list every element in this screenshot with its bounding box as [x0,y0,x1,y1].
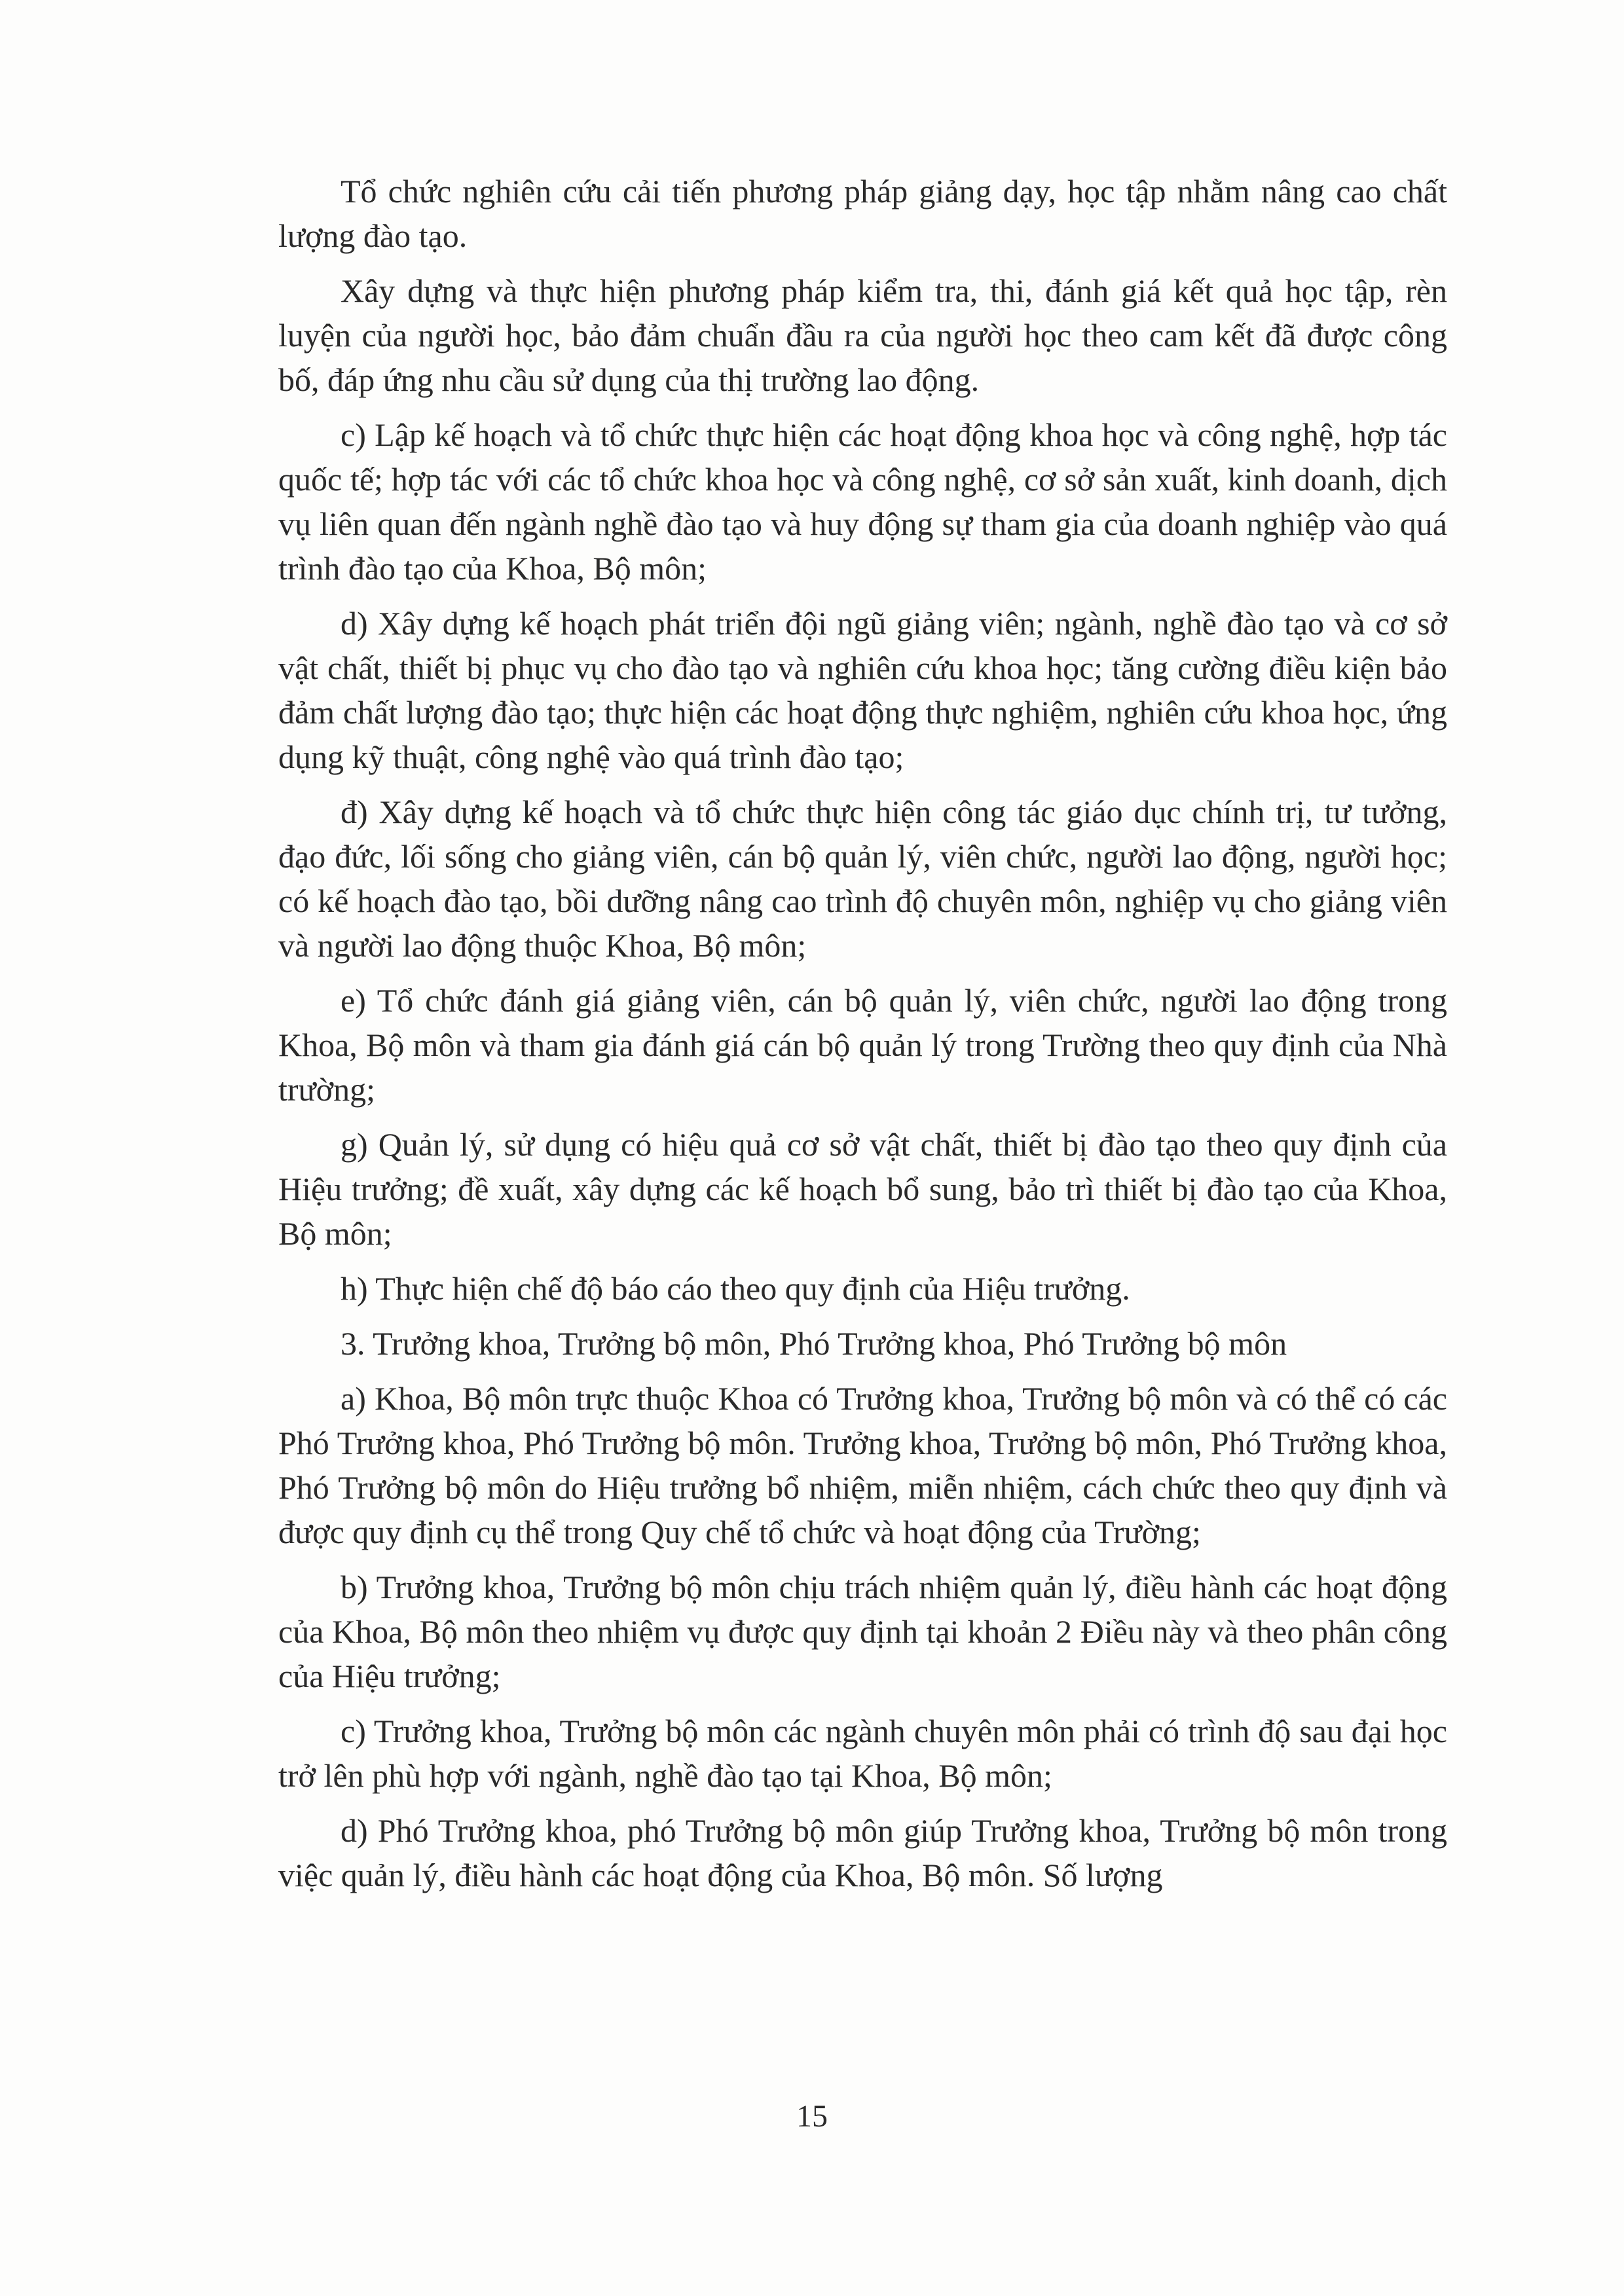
paragraph: e) Tổ chức đánh giá giảng viên, cán bộ quản lý, viên chức, người lao động trong Khoa, Bộ môn và tham gia đánh giá cán bộ quản lý trong Trường theo quy định của Nhà trường; [278,982,1447,1108]
paragraph: a) Khoa, Bộ môn trực thuộc Khoa có Trưởng khoa, Trưởng bộ môn và có thể có các Phó Trưởng khoa, Phó Trưởng bộ môn. Trưởng khoa, Trưởng bộ môn, Phó Trưởng khoa, Phó Trưởng bộ môn do Hiệu trưởng bổ nhiệm, miễn nhiệm, cách chức theo quy định và được quy định cụ thể trong Quy chế tổ chức và hoạt động của Trường; [278,1380,1447,1550]
paragraph: h) Thực hiện chế độ báo cáo theo quy định của Hiệu trưởng. [341,1270,1130,1307]
page-number: 15 [796,2099,828,2134]
body-text [278,169,1447,1908]
paragraph: b) Trưởng khoa, Trưởng bộ môn chịu trách nhiệm quản lý, điều hành các hoạt động của Khoa, Bộ môn theo nhiệm vụ được quy định tại khoản 2 Điều này và theo phân công của Hiệu trưởng; [278,1569,1447,1694]
paragraph: c) Trưởng khoa, Trưởng bộ môn các ngành chuyên môn phải có trình độ sau đại học trở lên phù hợp với ngành, nghề đào tạo tại Khoa, Bộ môn; [278,1713,1447,1794]
paragraph: Tổ chức nghiên cứu cải tiến phương pháp giảng dạy, học tập nhằm nâng cao chất lượng đào tạo. [278,173,1447,254]
section-heading: 3. Trưởng khoa, Trưởng bộ môn, Phó Trưởng khoa, Phó Trưởng bộ môn [341,1325,1287,1362]
paragraph: c) Lập kế hoạch và tổ chức thực hiện các hoạt động khoa học và công nghệ, hợp tác quốc tế; hợp tác với các tổ chức khoa học và công nghệ, cơ sở sản xuất, kinh doanh, dịch vụ liên quan đến ngành nghề đào tạo và huy động sự tham gia của doanh nghiệp vào quá trình đào tạo của Khoa, Bộ môn; [278,416,1447,587]
paragraph: đ) Xây dựng kế hoạch và tổ chức thực hiện công tác giáo dục chính trị, tư tưởng, đạo đức, lối sống cho giảng viên, cán bộ quản lý, viên chức, người lao động, người học; có kế hoạch đào tạo, bồi dưỡng nâng cao trình độ chuyên môn, nghiệp vụ cho giảng viên và người lao động thuộc Khoa, Bộ môn; [278,793,1447,964]
paragraph: d) Xây dựng kế hoạch phát triển đội ngũ giảng viên; ngành, nghề đào tạo và cơ sở vật chất, thiết bị phục vụ cho đào tạo và nghiên cứu khoa học; tăng cường điều kiện bảo đảm chất lượng đào tạo; thực hiện các hoạt động thực nghiệm, nghiên cứu khoa học, ứng dụng kỹ thuật, công nghệ vào quá trình đào tạo; [278,605,1447,775]
paragraph: g) Quản lý, sử dụng có hiệu quả cơ sở vật chất, thiết bị đào tạo theo quy định của Hiệu trưởng; đề xuất, xây dựng các kế hoạch bổ sung, bảo trì thiết bị đào tạo của Khoa, Bộ môn; [278,1126,1447,1252]
paragraph: Xây dựng và thực hiện phương pháp kiểm tra, thi, đánh giá kết quả học tập, rèn luyện của người học, bảo đảm chuẩn đầu ra của người học theo cam kết đã được công bố, đáp ứng nhu cầu sử dụng của thị trường lao động. [278,272,1447,398]
paragraph: d) Phó Trưởng khoa, phó Trưởng bộ môn giúp Trưởng khoa, Trưởng bộ môn trong việc quản lý, điều hành các hoạt động của Khoa, Bộ môn. Số lượng [278,1812,1447,1893]
